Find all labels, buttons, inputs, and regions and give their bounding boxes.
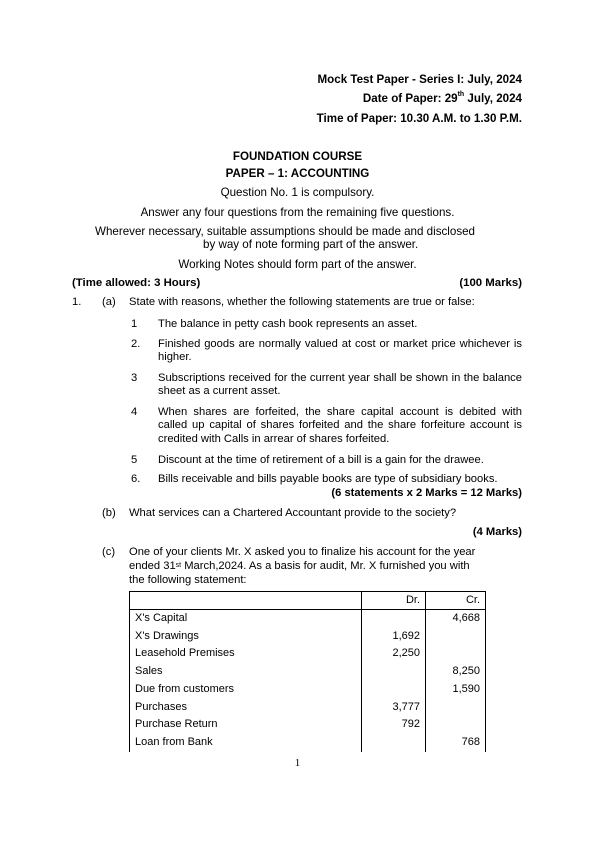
table-row [130, 628, 486, 646]
part-c-label: (c) [102, 546, 116, 558]
statement-number: 3 [131, 372, 138, 384]
row-debit [362, 610, 426, 628]
total-marks: (100 Marks) [459, 277, 522, 289]
part-c-line-2-text: ended 31 [129, 560, 176, 572]
table-row [130, 716, 486, 734]
instruction-answer-four: Answer any four questions from the remaining five questions. [140, 206, 455, 219]
row-debit [362, 663, 426, 681]
table-row [130, 734, 486, 752]
header-credit: Cr. [426, 592, 486, 610]
row-account: Purchase Return [130, 716, 362, 734]
series-line: Mock Test Paper - Series I: July, 2024 [317, 73, 522, 86]
part-a-text: State with reasons, whether the following statements are true or false: [129, 296, 475, 308]
instruction-assumptions-1: Wherever necessary, suitable assumptions should be made and disclosed [95, 225, 476, 238]
statement-text: Discount at the time of retirement of a bill is a gain for the drawee. [158, 454, 484, 466]
part-c-line-2-text-end: March,2024. As a basis for audit, Mr. X furnished you with [181, 560, 470, 572]
row-account: X's Drawings [130, 628, 362, 646]
table-row [130, 699, 486, 717]
row-account: Leasehold Premises [130, 645, 362, 663]
date-text: Date of Paper: 29 [362, 92, 458, 105]
row-account: Loan from Bank [130, 734, 362, 752]
date-sup: th [457, 91, 465, 98]
part-b-marks: (4 Marks) [472, 526, 522, 538]
paper-title: PAPER – 1: ACCOUNTING [225, 167, 370, 180]
header-debit: Dr. [362, 592, 426, 610]
date-line [363, 92, 522, 105]
instruction-working-notes: Working Notes should form part of the answer. [178, 258, 417, 271]
statement-text: Bills receivable and bills payable books are type of subsidiary books. [158, 473, 498, 485]
page-number: 1 [294, 757, 301, 769]
trial-statement-table [129, 591, 486, 752]
part-b-text: What services can a Chartered Accountant provide to the society? [129, 507, 457, 519]
part-a-label: (a) [102, 296, 116, 308]
time-allowed: (Time allowed: 3 Hours) [72, 277, 201, 289]
part-c-sup: st [175, 562, 182, 569]
part-b-label: (b) [102, 507, 116, 519]
statement-text: Subscriptions received for the current year shall be shown in the balance sheet as a current asset. [158, 372, 522, 398]
table-row [130, 645, 486, 663]
date-text-end: July, 2024 [464, 92, 522, 105]
row-account: Sales [130, 663, 362, 681]
row-account: X's Capital [130, 610, 362, 628]
row-debit: 3,777 [362, 699, 426, 717]
row-debit: 1,692 [362, 628, 426, 646]
row-credit [426, 716, 486, 734]
part-c-line-2 [129, 560, 470, 573]
row-debit [362, 681, 426, 699]
time-line: Time of Paper: 10.30 A.M. to 1.30 P.M. [316, 112, 522, 125]
row-credit: 8,250 [426, 663, 486, 681]
row-credit: 4,668 [426, 610, 486, 628]
row-credit [426, 699, 486, 717]
row-credit [426, 628, 486, 646]
table-header-row [130, 592, 486, 610]
statement-text: Finished goods are normally valued at cost or market price whichever is higher. [158, 338, 522, 364]
row-credit: 1,590 [426, 681, 486, 699]
part-a-marks: (6 statements x 2 Marks = 12 Marks) [331, 487, 522, 499]
part-c-line-1: One of your clients Mr. X asked you to finalize his account for the year [129, 546, 476, 558]
statement-text: The balance in petty cash book represents an asset. [158, 318, 418, 330]
table-row [130, 610, 486, 628]
row-debit: 792 [362, 716, 426, 734]
row-debit [362, 734, 426, 752]
statement-number: 5 [131, 454, 138, 466]
row-account: Due from customers [130, 681, 362, 699]
row-debit: 2,250 [362, 645, 426, 663]
instruction-compulsory: Question No. 1 is compulsory. [220, 186, 375, 199]
part-c-line-3: the following statement: [129, 574, 247, 586]
row-account: Purchases [130, 699, 362, 717]
course-title: FOUNDATION COURSE [232, 150, 363, 163]
question-number: 1. [72, 296, 82, 308]
statement-number: 4 [131, 406, 138, 418]
row-credit [426, 645, 486, 663]
statement-number: 6. [131, 473, 141, 485]
row-credit: 768 [426, 734, 486, 752]
instruction-assumptions-2: by way of note forming part of the answer. [203, 238, 419, 251]
statement-number: 2. [131, 338, 141, 350]
table-row [130, 663, 486, 681]
statement-number: 1 [131, 318, 138, 330]
table-row [130, 681, 486, 699]
statement-text: When shares are forfeited, the share capital account is debited with called up capital of shares forfeited and the share forfeiture account is credited with Calls in arrear of shares forfeited. [158, 406, 522, 445]
header-particulars [130, 592, 362, 610]
